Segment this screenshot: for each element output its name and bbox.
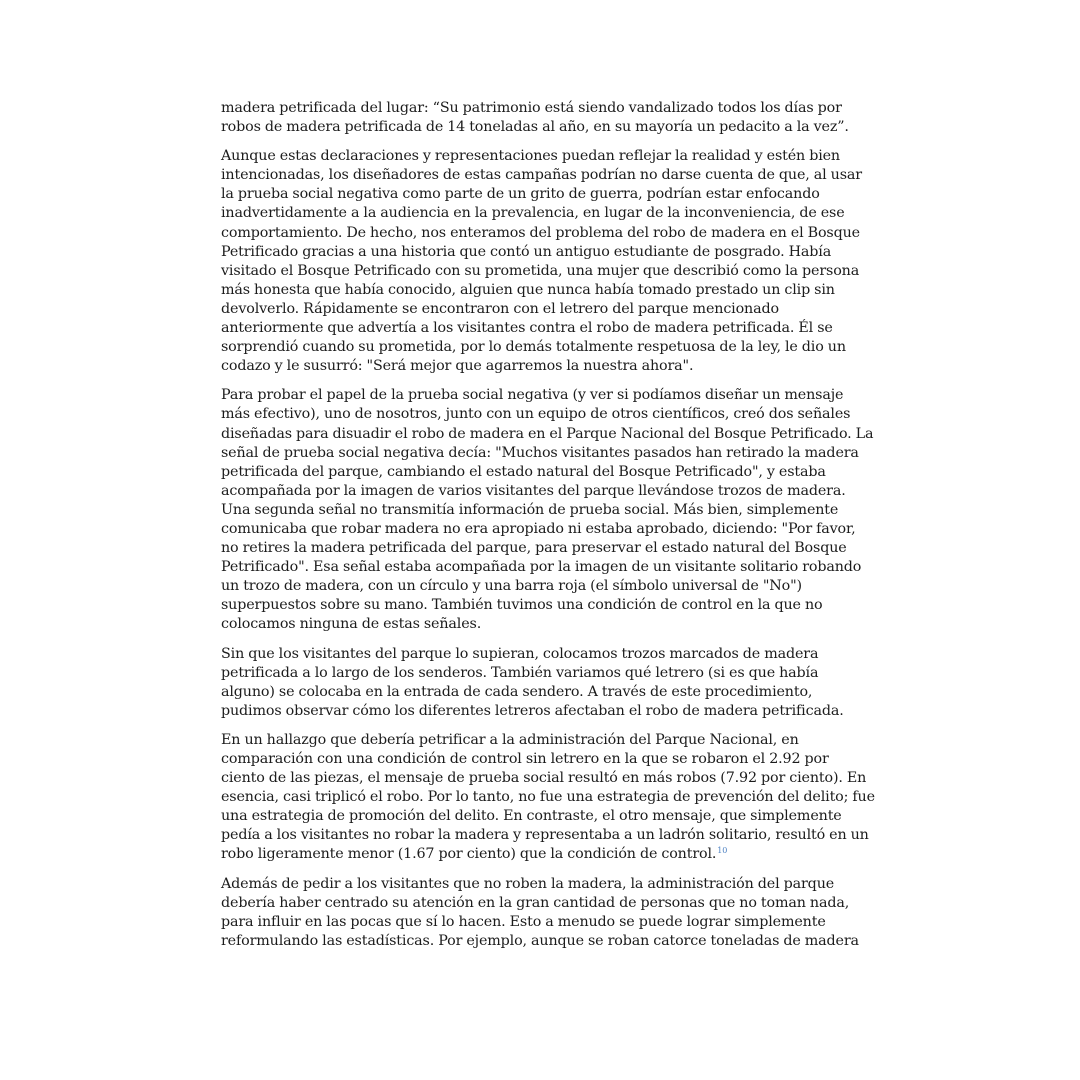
text-line: pedía a los visitantes no robar la madera y representaba a un ladrón solitario, resultó en un: [221, 827, 869, 844]
text-line: superpuestos sobre su mano. También tuvimos una condición de control en la que no: [221, 597, 823, 614]
text-line: robos de madera petrificada de 14 toneladas al año, en su mayoría un pedacito a la vez”.: [221, 119, 849, 136]
text-line: esencia, casi triplicó el robo. Por lo tanto, no fue una estrategia de prevención del delito; fue: [221, 789, 875, 806]
paragraph-3: [221, 386, 874, 634]
text-line: acompañada por la imagen de varios visitantes del parque llevándose trozos de madera.: [221, 482, 846, 499]
text-line: ciento de las piezas, el mensaje de prueba social resultó en más robos (7.92 por ciento). En: [221, 770, 867, 787]
paragraph-5: [221, 731, 875, 865]
text-line: Una segunda señal no transmitía información de prueba social. Más bien, simplemente: [221, 501, 839, 518]
paragraph-6: [221, 875, 861, 951]
document-body: [221, 99, 875, 961]
footnote-reference[interactable]: 10: [717, 845, 728, 855]
text-line: no retires la madera petrificada del parque, para preservar el estado natural del Bosque: [221, 540, 847, 557]
text-line: un trozo de madera, con un círculo y una barra roja (el símbolo universal de "No"): [221, 578, 802, 595]
text-line: sorprendió cuando su prometida, por lo demás totalmente respetuosa de la ley, le dio un: [221, 339, 846, 356]
text-line: colocamos ninguna de estas señales.: [221, 616, 482, 633]
text-line: comunicaba que robar madera no era apropiado ni estaba aprobado, diciendo: "Por favor,: [221, 520, 856, 537]
text-line: Sin que los visitantes del parque lo supieran, colocamos trozos marcados de madera: [221, 645, 819, 662]
text-line: inadvertidamente a la audiencia en la prevalencia, en lugar de la inconveniencia, de ese: [221, 205, 845, 222]
text-line: Además de pedir a los visitantes que no roben la madera, la administración del parque: [221, 875, 835, 892]
paragraph-2: [221, 147, 861, 376]
text-line: madera petrificada del lugar: “Su patrimonio está siendo vandalizado todos los días por: [221, 100, 842, 116]
text-line: señal de prueba social negativa decía: "Muchos visitantes pasados han retirado la madera: [221, 444, 859, 461]
text-line: alguno) se colocaba en la entrada de cada sendero. A través de este procedimiento,: [221, 683, 813, 700]
text-line: Petrificado". Esa señal estaba acompañada por la imagen de un visitante solitario robando: [221, 559, 862, 576]
text-line: [221, 845, 861, 864]
text-line: comportamiento. De hecho, nos enteramos del problema del robo de madera en el Bosque: [221, 224, 860, 241]
text-line: En un hallazgo que debería petrificar a la administración del Parque Nacional, en: [221, 731, 799, 748]
text-line: Aunque estas declaraciones y representaciones puedan reflejar la realidad y estén bien: [221, 148, 840, 165]
text-line: pudimos observar cómo los diferentes letreros afectaban el robo de madera petrificada.: [221, 702, 844, 719]
text-line: devolverlo. Rápidamente se encontraron con el letrero del parque mencionado: [221, 300, 779, 317]
text-line: más honesta que había conocido, alguien que nunca había tomado prestado un clip sin: [221, 281, 835, 298]
text-line: diseñadas para disuadir el robo de madera en el Parque Nacional del Bosque Petrificado. La: [221, 425, 874, 442]
text-line: codazo y le susurró: "Será mejor que agarremos la nuestra ahora".: [221, 358, 694, 375]
text-line: una estrategia de promoción del delito. En contraste, el otro mensaje, que simplemente: [221, 808, 842, 825]
text-line: para influir en las pocas que sí lo hacen. Esto a menudo se puede lograr simplemente: [221, 913, 826, 930]
text-line: petrificada del parque, cambiando el estado natural del Bosque Petrificado", y estaba: [221, 463, 826, 480]
text-line: la prueba social negativa como parte de un grito de guerra, podrían estar enfocando: [221, 186, 820, 203]
text-line: debería haber centrado su atención en la gran cantidad de personas que no toman nada,: [221, 894, 850, 911]
text-line: más efectivo), uno de nosotros, junto con un equipo de otros científicos, creó dos señales: [221, 406, 851, 423]
text-line: visitado el Bosque Petrificado con su prometida, una mujer que describió como la persona: [221, 262, 860, 279]
text-line: reformulando las estadísticas. Por ejemplo, aunque se roban catorce toneladas de madera: [221, 932, 859, 949]
text-line-content: robo ligeramente menor (1.67 por ciento) que la condición de control.: [221, 846, 717, 863]
paragraph-1: [221, 99, 861, 137]
text-line: anteriormente que advertía a los visitantes contra el robo de madera petrificada. Él se: [221, 320, 833, 337]
text-line: petrificada a lo largo de los senderos. También variamos qué letrero (si es que había: [221, 664, 819, 681]
text-line: Petrificado gracias a una historia que contó un antiguo estudiante de posgrado. Había: [221, 243, 832, 260]
paragraph-4: [221, 645, 861, 721]
text-line: Para probar el papel de la prueba social negativa (y ver si podíamos diseñar un mensaje: [221, 387, 844, 404]
text-line: comparación con una condición de control sin letrero en la que se robaron el 2.92 por: [221, 751, 829, 767]
text-line: intencionadas, los diseñadores de estas campañas podrían no darse cuenta de que, al usar: [221, 167, 862, 184]
